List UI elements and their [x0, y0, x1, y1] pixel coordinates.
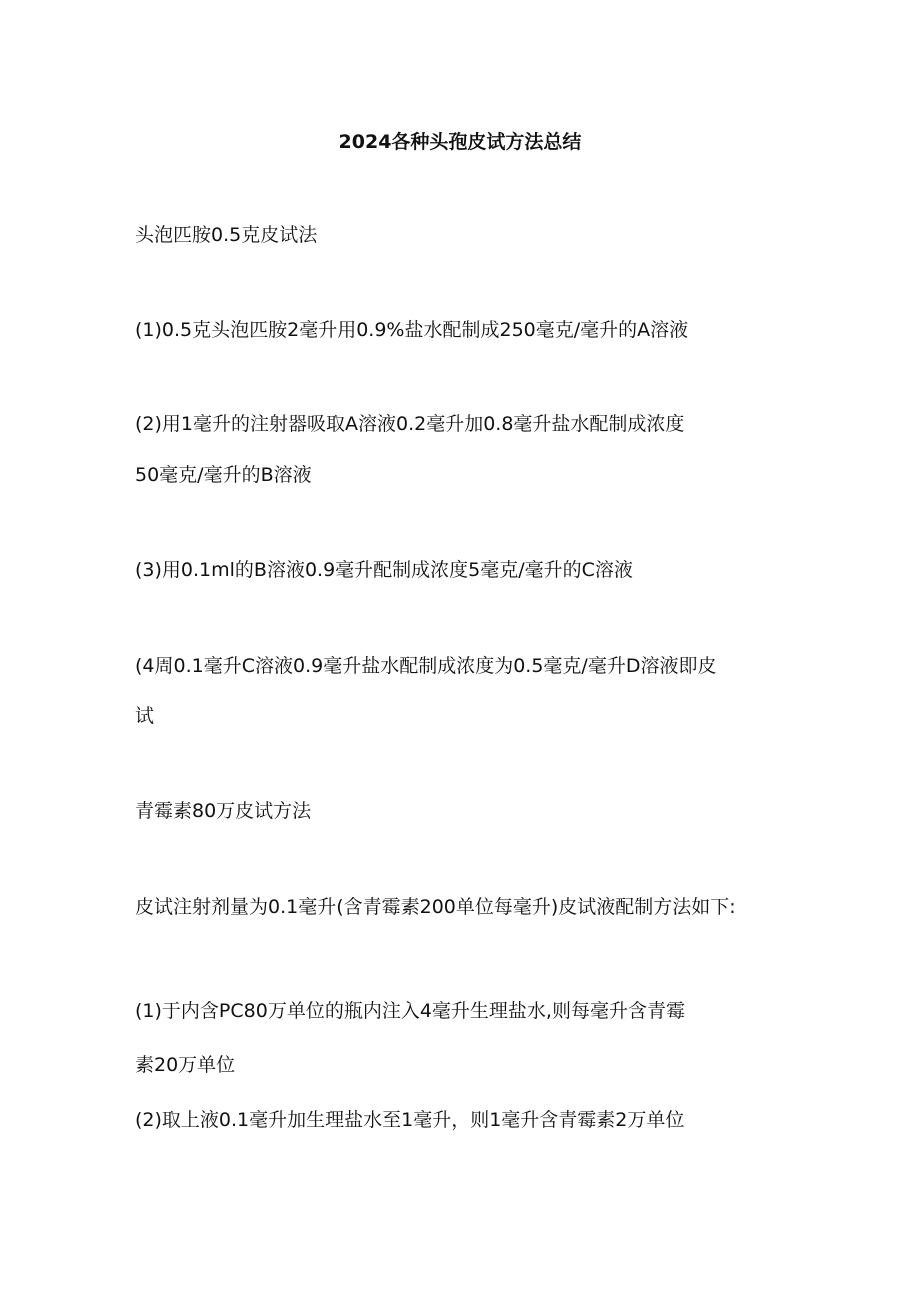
paragraph-penicillin-step-2: (2)取上液0.1毫升加生理盐水至1毫升，则1毫升含青霉素2万单位 — [135, 1109, 685, 1131]
paragraph-penicillin-step-1-cont: 素20万单位 — [135, 1054, 236, 1076]
paragraph-step-4: (4周0.1毫升C溶液0.9毫升盐水配制成浓度为0.5毫克/毫升D溶液即皮 — [135, 655, 717, 677]
section-heading-penicillin: 青霉素80万皮试方法 — [135, 800, 312, 822]
paragraph-step-3: (3)用0.1ml的B溶液0.9毫升配制成浓度5毫克/毫升的C溶液 — [135, 559, 633, 581]
document-title: 2024各种头孢皮试方法总结 — [338, 131, 582, 153]
paragraph-penicillin-step-1: (1)于内含PC80万单位的瓶内注入4毫升生理盐水,则每毫升含青霉 — [135, 1000, 685, 1022]
paragraph-step-2-cont: 50毫克/毫升的B溶液 — [135, 464, 312, 486]
paragraph-penicillin-dose: 皮试注射剂量为0.1毫升(含青霉素200单位每毫升)皮试液配制方法如下: — [135, 896, 736, 918]
section-heading-cefoperazone: 头泡匹胺0.5克皮试法 — [135, 224, 318, 246]
paragraph-step-1: (1)0.5克头泡匹胺2毫升用0.9%盐水配制成250毫克/毫升的A溶液 — [135, 319, 689, 341]
paragraph-step-2: (2)用1毫升的注射器吸取A溶液0.2毫升加0.8毫升盐水配制成浓度 — [135, 413, 685, 435]
paragraph-step-4-cont: 试 — [135, 705, 155, 727]
